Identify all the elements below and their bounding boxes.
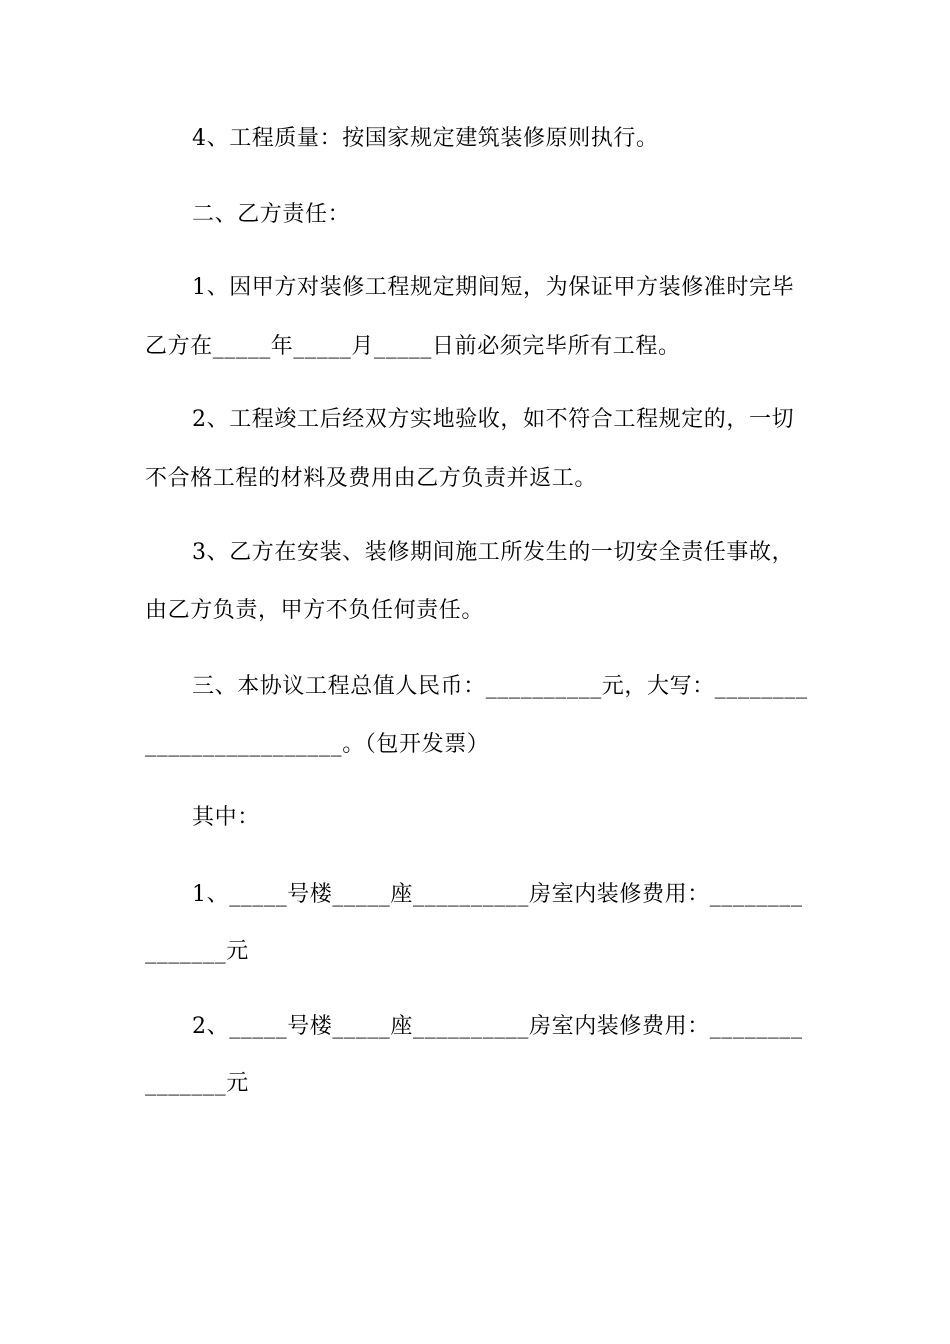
clause-3-line-1: 3、乙方在安装、装修期间施工所发生的一切安全责任事故，	[192, 540, 795, 565]
fee-item-1-line-2: _______元	[145, 939, 249, 964]
section-heading-party-b: 二、乙方责任：	[192, 202, 351, 227]
fee-item-1-line-1: 1、_____号楼_____座__________房室内装修费用：________	[192, 882, 803, 907]
total-value-line-2: _________________。（包开发票）	[145, 732, 490, 757]
clause-2-line-2: 不合格工程的材料及费用由乙方负责并返工。	[145, 466, 598, 491]
clause-1-line-1: 1、因甲方对装修工程规定期间短，为保证甲方装修准时完毕	[192, 275, 795, 300]
fee-item-2-line-2: _______元	[145, 1071, 249, 1096]
clause-1-line-2: 乙方在_____年_____月_____日前必须完毕所有工程。	[145, 334, 681, 359]
clause-3-line-2: 由乙方负责，甲方不负任何责任。	[145, 598, 485, 623]
clause-2-line-1: 2、工程竣工后经双方实地验收，如不符合工程规定的，一切	[192, 407, 795, 432]
total-value-line-1: 三、本协议工程总值人民币：__________元，大写：________	[192, 674, 808, 699]
among-heading: 其中：	[192, 805, 260, 830]
fee-item-2-line-1: 2、_____号楼_____座__________房室内装修费用：________	[192, 1014, 803, 1039]
quality-clause: 4、工程质量：按国家规定建筑装修原则执行。	[192, 126, 659, 151]
